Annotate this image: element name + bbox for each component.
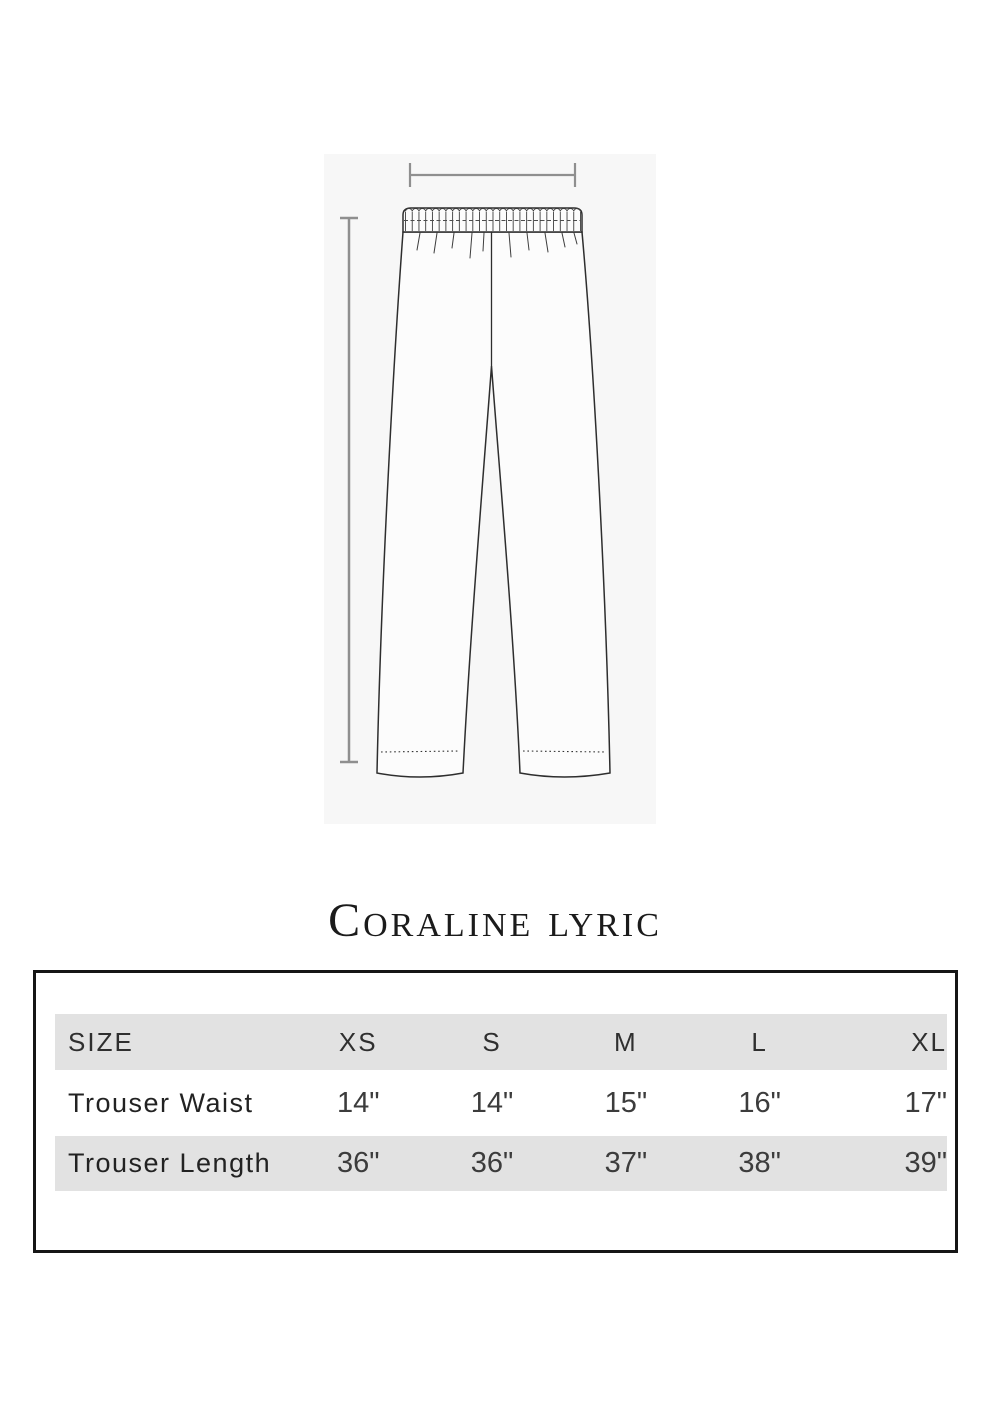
col-header-l: L: [693, 1014, 827, 1070]
size-chart-frame: [33, 970, 958, 1253]
cell-value: 36": [425, 1136, 559, 1191]
col-header-xl: XL: [827, 1014, 947, 1070]
cell-value: 38": [693, 1136, 827, 1191]
table-row-trouser-length: [55, 1136, 947, 1191]
col-header-size: SIZE: [55, 1014, 291, 1070]
length-dimension-line: [340, 218, 358, 762]
cell-value: 17": [904, 1086, 947, 1119]
trouser-sketch-panel: [324, 154, 656, 824]
product-title: Coraline lyric: [328, 894, 662, 947]
size-chart-table: [55, 1014, 947, 1191]
table-header-row: [55, 1014, 947, 1070]
table-row-trouser-waist: [55, 1070, 947, 1136]
cell-value: 39": [827, 1136, 947, 1191]
col-header-xs: XS: [291, 1014, 425, 1070]
trouser-outline: [377, 208, 610, 777]
cell-value: 16": [738, 1086, 781, 1119]
col-header-m: M: [559, 1014, 693, 1070]
col-header-s: S: [425, 1014, 559, 1070]
cell-value: 37": [559, 1136, 693, 1191]
row-label: Trouser Length: [55, 1136, 291, 1191]
row-label: Trouser Waist: [68, 1087, 254, 1118]
trouser-legs: [377, 232, 610, 777]
width-dimension-line: [410, 163, 575, 187]
cell-value: 14": [470, 1086, 514, 1119]
cell-value: 15": [604, 1086, 648, 1119]
cell-value: 36": [291, 1136, 425, 1191]
cell-value: 14": [336, 1086, 380, 1119]
trouser-technical-drawing: [324, 154, 656, 824]
waistband: [403, 208, 582, 232]
